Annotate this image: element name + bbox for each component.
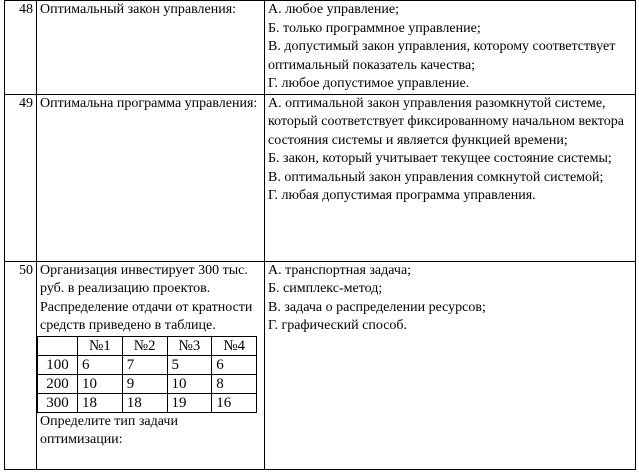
table-cell: 7 <box>122 355 167 374</box>
table-row <box>38 355 257 374</box>
table-row-header: 100 <box>38 355 78 374</box>
table-cell: 10 <box>167 374 212 393</box>
table-cell: 16 <box>212 393 257 412</box>
answer-options <box>265 261 636 469</box>
table-cell: 5 <box>167 355 212 374</box>
answer-option-a: А. оптимальной закон управления разомкнутой системе, который соответствует фиксированному начальном вектора состояния системы и является функцией времени; <box>268 95 624 148</box>
question-followup: Определите тип задачи оптимизации: <box>40 413 178 447</box>
table-cell: 6 <box>212 355 257 374</box>
answer-option-d: Г. любая допустимая программа управления. <box>268 188 536 203</box>
question-number: 50 <box>5 261 37 469</box>
answer-option-b: Б. закон, который учитывает текущее состояние системы; <box>268 151 612 166</box>
table-header-cell <box>38 336 78 355</box>
answer-option-b: Б. только программное управление; <box>268 20 481 36</box>
question-number: 48 <box>5 1 37 95</box>
returns-table-header <box>38 336 257 355</box>
answer-option-a: А. любое управление; <box>268 2 399 17</box>
answer-option-a: А. транспортная задача; <box>268 262 412 278</box>
question-text: Организация инвестирует 300 тыс. руб. в реализацию проектов. Распределение отдачи от кратности средств приведено в таблице. <box>40 262 253 333</box>
table-row <box>38 393 257 412</box>
answer-option-d: Г. графический способ. <box>268 318 408 333</box>
answer-option-c: В. оптимальный закон управления сомкнутой системой; <box>268 169 604 185</box>
table-row-header: 300 <box>38 393 78 412</box>
returns-table <box>37 336 257 413</box>
table-cell: 10 <box>78 374 123 393</box>
table-cell: 9 <box>122 374 167 393</box>
question-cell <box>37 261 265 469</box>
question-row-49 <box>5 94 636 261</box>
answer-option-c: В. задача о распределении ресурсов; <box>268 299 486 315</box>
question-number: 49 <box>5 94 37 261</box>
table-header-cell: №4 <box>212 336 257 355</box>
table-header-cell: №2 <box>122 336 167 355</box>
answer-option-c: В. допустимый закон управления, которому соответствует оптимальный показатель качества; <box>268 39 616 73</box>
question-row-50 <box>5 261 636 469</box>
answer-option-d: Г. любое допустимое управление. <box>268 76 470 91</box>
answer-option-b: Б. симплекс-метод; <box>268 281 383 296</box>
table-row <box>38 374 257 393</box>
answer-options <box>265 94 636 261</box>
table-row-header: 200 <box>38 374 78 393</box>
question-text: Оптимальна программа управления: <box>37 94 265 261</box>
answer-options <box>265 1 636 95</box>
questions-table <box>4 0 636 470</box>
table-cell: 18 <box>78 393 123 412</box>
table-cell: 8 <box>212 374 257 393</box>
table-cell: 18 <box>122 393 167 412</box>
table-header-cell: №3 <box>167 336 212 355</box>
table-cell: 19 <box>167 393 212 412</box>
question-text: Оптимальный закон управления: <box>37 1 265 95</box>
question-row-48 <box>5 1 636 95</box>
table-cell: 6 <box>78 355 123 374</box>
table-header-cell: №1 <box>78 336 123 355</box>
